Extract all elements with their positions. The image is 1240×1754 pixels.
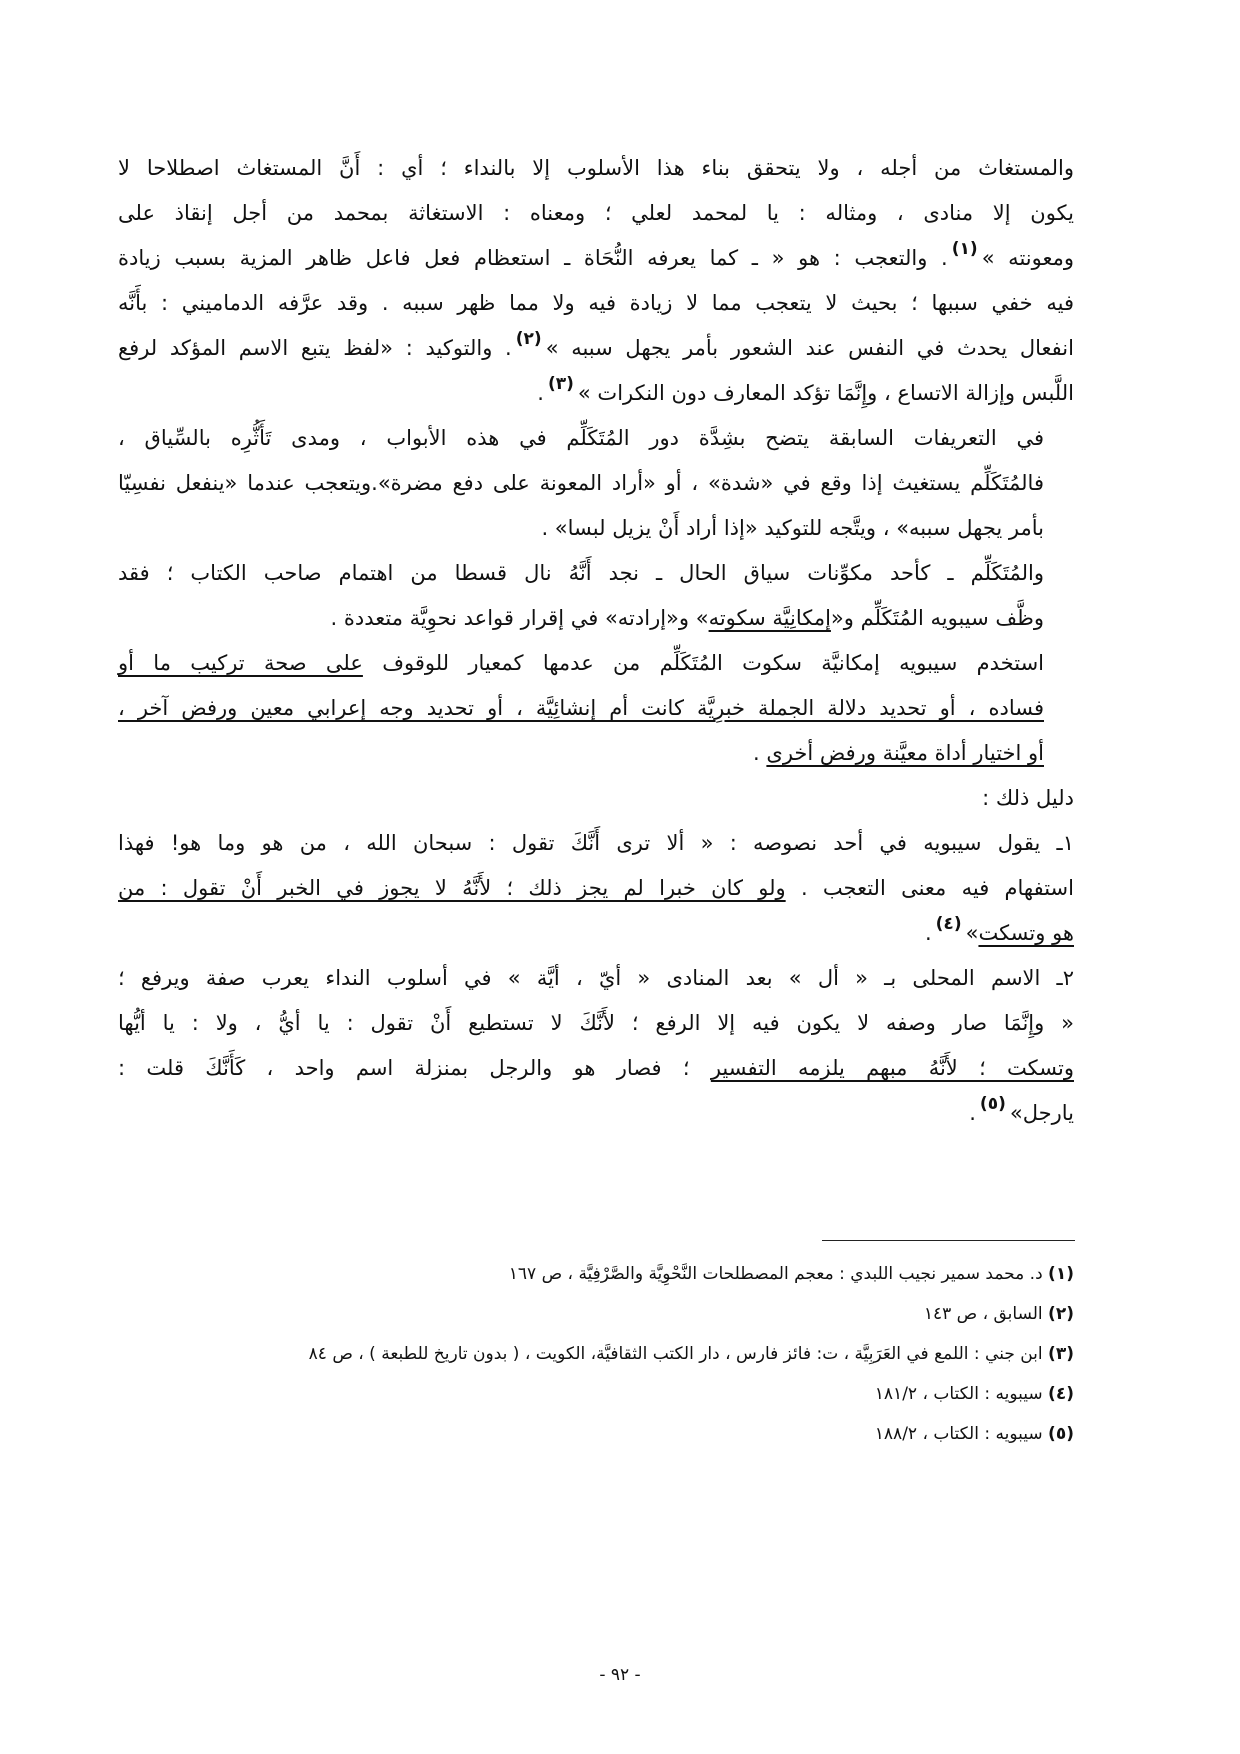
footnote-number: (٣) [1048,1344,1074,1364]
footnote-item [118,1334,1074,1374]
text-segment: . [924,921,932,945]
text-line: فيه خفي سببها ؛ بحيث لا يتعجب مما لا زيادة فيه ولا مما ظهر سببه . وقد عرَّفه الدماميني : بأَنَّه [118,291,1074,315]
paragraph-evidence-heading [118,776,1074,821]
footnote-number: (٤) [1048,1384,1074,1404]
text-line: والمُتَكَلِّم ـ كأحد مكوِّنات سياق الحال ـ نجد أَنَّهُ نال قسطا من اهتمام صاحب الكتاب ؛ فقد [118,561,1044,585]
text-line: يكون إلا منادى ، ومثاله : يا لمحمد لعلي ؛ ومعناه : الاستغاثة بمحمد من أجل إنقاذ على [118,201,1074,225]
underlined-text: على صحة تركيب ما أو [118,651,363,675]
footnote-item [118,1374,1074,1414]
text-line [118,911,1074,956]
main-text [118,146,1074,1136]
footnotes [118,1254,1074,1454]
text-segment: ؛ فصار هو والرجل بمنزلة اسم واحد ، كَأَنَّكَ قلت : [118,1056,711,1080]
text-line [118,236,1074,281]
footnote-text: سيبويه : الكتاب ، ١٨٨/٢ [874,1424,1049,1444]
text-line [118,1091,1074,1136]
text-line [118,641,1074,686]
underlined-text: هو وتسكت [978,921,1074,945]
footnote-number: (٥) [1048,1424,1074,1444]
text-segment: اللَّبس وإزالة الاتساع ، وإِنَّمَا تؤكد المعارف دون النكرات » [577,381,1074,405]
text-line: دليل ذلك : [982,786,1074,810]
footnote-item [118,1414,1074,1454]
text-line: بأمر يجهل سببه» ، ويتَّجه للتوكيد «إذا أراد أَنْ يزيل لبسا» . [541,516,1044,540]
text-segment: » و«إرادته» في إقرار قواعد نحوِيَّة متعددة . [330,606,709,630]
text-line: ١ـ يقول سيبويه في أحد نصوصه : « ألا ترى أَنَّكَ تقول : سبحان الله ، من هو وما هو! فهذا [118,831,1074,855]
page-number: - ٩٢ - [599,1665,641,1685]
text-segment: . والتعجب : هو « ـ كما يعرفه النُّحَاة ـ استعظام فعل فاعل ظاهر المزية بسبب زيادة [118,246,948,270]
underlined-text: فساده ، أو تحديد دلالة الجملة خبرِيَّة كانت أم إنشائِيَّة ، أو تحديد وجه إعرابي معين ورفض آخر ، [118,696,1044,720]
footnote-ref-4[interactable]: (٤) [935,914,962,934]
footnote-ref-2[interactable]: (٢) [515,329,542,349]
paragraph-definitions [118,146,1074,416]
underlined-text: وتسكت ؛ لأَنَّهُ مبهم يلزمه التفسير [710,1056,1074,1080]
text-segment: . [753,741,767,765]
underlined-text: أو اختيار أداة معيَّنة ورفض أخرى [766,741,1044,765]
text-line: في التعريفات السابقة يتضح بشِدَّة دور المُتَكَلِّم في هذه الأبواب ، ومدى تَأَثُّرِه بالسِّياق ، [118,426,1044,450]
footnote-divider [822,1240,1075,1241]
footnote-item [118,1294,1074,1334]
footnote-text: ابن جني : اللمع في العَرَبِيَّة ، ت: فائز فارس ، دار الكتب الثقافيَّة، الكويت ، ( بدون تاريخ للطبعة ) ، ص ٨٤ [308,1344,1049,1364]
text-line [118,1046,1074,1091]
text-line [118,686,1074,731]
footnote-item [118,1254,1074,1294]
text-segment: ومعونته » [981,246,1074,270]
text-segment: انفعال يحدث في النفس عند الشعور بأمر يجهل سببه » [545,336,1074,360]
text-line: فالمُتَكَلِّم يستغيث إذا وقع في «شدة» ، أو «أراد المعونة على دفع مضرة».ويتعجب عندما «ينفعل نفسِيّا [118,471,1044,495]
footnote-ref-3[interactable]: (٣) [547,374,574,394]
text-segment: . [969,1101,976,1125]
text-line: « وإِنَّمَا صار وصفه لا يكون فيه إلا الرفع ؛ لأَنَّكَ لا تستطيع أَنْ تقول : يا أيُّ ، ولا : يا أيُّها [118,1011,1074,1035]
footnote-ref-5[interactable]: (٥) [979,1094,1006,1114]
paragraph-silence-criterion [118,641,1074,776]
text-line [118,326,1074,371]
text-segment: » [965,921,979,945]
footnote-text: السابق ، ص ١٤٣ [923,1304,1049,1324]
text-segment: استخدم سيبويه إمكانيَّة سكوت المُتَكَلِّم من عدمها كمعيار للوقوف [362,651,1044,675]
text-segment: . والتوكيد : «لفظ يتبع الاسم المؤكد لرفع [118,336,512,360]
text-segment: يارجل» [1009,1101,1074,1125]
paragraph-example-2 [118,956,1074,1136]
text-segment: استفهام فيه معنى التعجب . [785,876,1074,900]
paragraph-context [118,551,1074,641]
text-segment: . [537,381,544,405]
paragraph-example-1 [118,821,1074,956]
text-line [118,731,1074,776]
footnote-text: سيبويه : الكتاب ، ١٨١/٢ [874,1384,1049,1404]
text-line: ٢ـ الاسم المحلى بـ « أل » بعد المنادى « أيّ ، أيَّة » في أسلوب النداء يعرب صفة ويرفع ؛ [118,966,1074,990]
text-segment: وظَّف سيبويه المُتَكَلِّم و« [830,606,1044,630]
text-line [118,596,1074,641]
text-line: والمستغاث من أجله ، ولا يتحقق بناء هذا الأسلوب إلا بالنداء ؛ أي : أَنَّ المستغاث اصطلاحا لا [118,156,1074,180]
footnote-number: (٢) [1048,1304,1074,1324]
footnote-text: د. محمد سمير نجيب اللبدي : معجم المصطلحات النَّحْوِيَّة والصَّرْفِيَّة ، ص ١٦٧ [508,1264,1049,1284]
footnote-number: (١) [1048,1264,1074,1284]
underlined-text: إمكانِيَّة سكوته [708,606,831,630]
paragraph-speaker-role [118,416,1074,551]
text-line [118,371,1074,416]
text-line [118,866,1074,911]
underlined-text: ولو كان خبرا لم يجز ذلك ؛ لأَنَّهُ لا يجوز في الخبر أَنْ تقول : من [118,876,786,900]
footnote-ref-1[interactable]: (١) [951,239,978,259]
